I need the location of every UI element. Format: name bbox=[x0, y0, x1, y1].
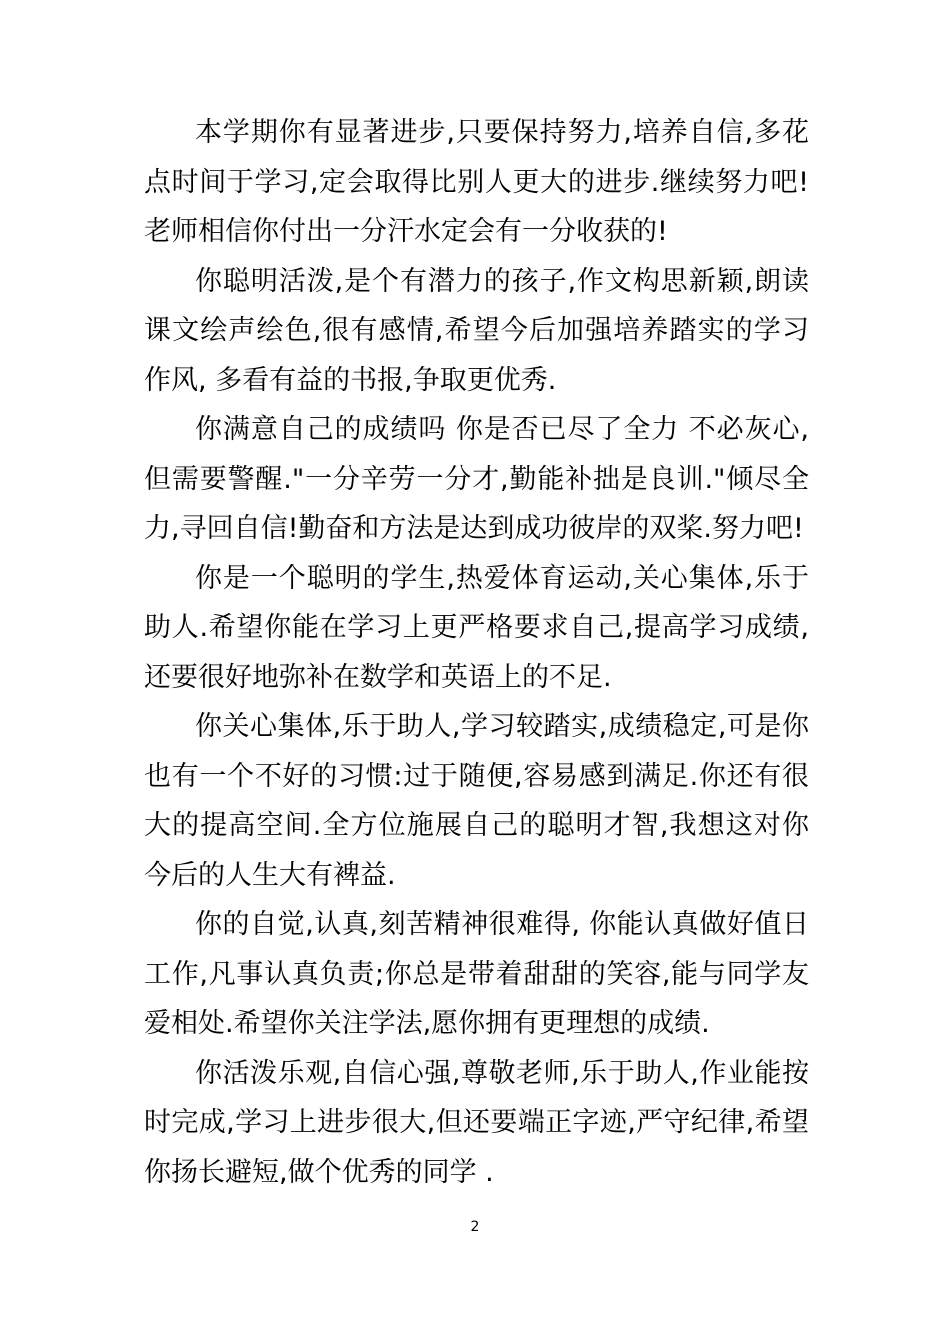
comment-paragraph-1: 本学期你有显著进步,只要保持努力,培养自信,多花点时间于学习,定会取得比别人更大的进步.继续努力吧!老师相信你付出一分汗水定会有一分收获的! bbox=[144, 117, 809, 247]
comment-paragraph-2: 你聪明活泼,是个有潜力的孩子,作文构思新颖,朗读课文绘声绘色,很有感情,希望今后加强培养踏实的学习作风, 多看有益的书报,争取更优秀. bbox=[144, 265, 809, 396]
comment-paragraph-3: 你满意自己的成绩吗 你是否已尽了全力 不必灰心,但需要警醒."一分辛劳一分才,勤能补拙是良训."倾尽全力,寻回自信!勤奋和方法是达到成功彼岸的双桨.努力吧! bbox=[144, 414, 809, 544]
comment-paragraph-6: 你的自觉,认真,刻苦精神很难得, 你能认真做好值日工作,凡事认真负责;你总是带着甜甜的笑容,能与同学友爱相处.希望你关注学法,愿你拥有更理想的成绩. bbox=[144, 909, 809, 1039]
comment-paragraph-7: 你活泼乐观,自信心强,尊敬老师,乐于助人,作业能按时完成,学习上进步很大,但还要端正字迹,严守纪律,希望你扬长避短,做个优秀的同学 . bbox=[144, 1057, 809, 1188]
page-number: 2 bbox=[470, 1219, 480, 1235]
comment-paragraph-4: 你是一个聪明的学生,热爱体育运动,关心集体,乐于助人.希望你能在学习上更严格要求自己,提高学习成绩,还要很好地弥补在数学和英语上的不足. bbox=[144, 562, 809, 693]
comment-paragraph-5: 你关心集体,乐于助人,学习较踏实,成绩稳定,可是你也有一个不好的习惯:过于随便,容易感到满足.你还有很大的提高空间.全方位施展自己的聪明才智,我想这对你今后的人生大有裨益. bbox=[144, 711, 809, 891]
document-body bbox=[144, 108, 809, 1197]
